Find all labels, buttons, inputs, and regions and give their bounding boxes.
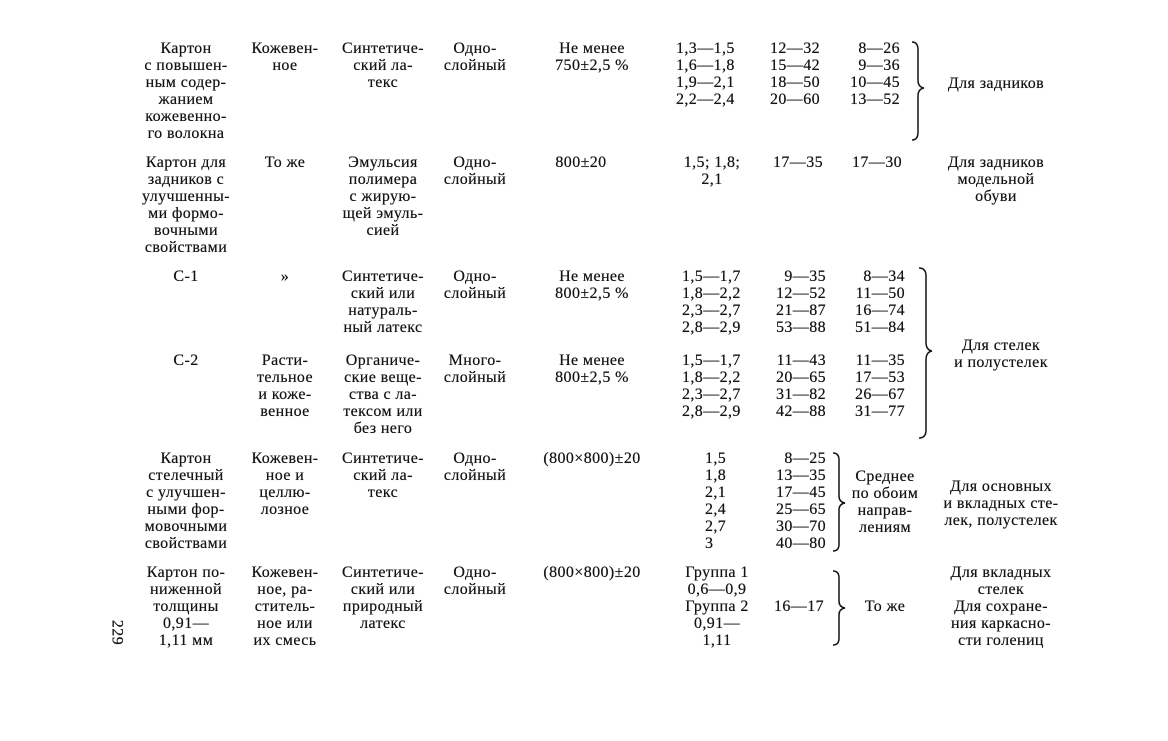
row4-range-a: 11—43 20—65 31—82 42—88 [776,352,826,420]
row5-material: Картон стелечный с улучшен- ными фор- мовочными свойствами [144,450,228,552]
row2-fiber: То же [264,154,306,171]
row6-range-b: То же [864,598,906,615]
row2-range-a: 17—35 [773,154,823,171]
row1-thickness: 1,3—1,5 1,6—1,8 1,9—2,1 2,2—2,4 [676,40,735,108]
row4-layers: Много- слойный [443,352,507,386]
row3-fiber: » [280,268,290,285]
row5-brace [833,453,845,551]
row6-thickness: Группа 1 0,6—0,9 Группа 2 0,91— 1,11 [685,564,749,649]
row5-range-b: Среднее по обоим направ- лениям [851,468,919,536]
row3-thickness: 1,5—1,7 1,8—2,2 2,3—2,7 2,8—2,9 [682,268,741,336]
row6-size: (800×800)±20 [543,564,641,581]
row4-size: Не менее 800±2,5 % [555,352,629,386]
row2-size: 800±20 [555,154,607,171]
row4-fiber: Расти- тельное и коже- венное [256,352,314,420]
row5-binder: Синтетиче- ский ла- текс [342,450,424,501]
rows3-4-purpose: Для стелек и полустелек [954,337,1048,371]
row5-range-a: 8—25 13—35 17—45 25—65 30—70 40—80 [776,450,826,552]
row4-binder: Органиче- ские веще- ства с ла- тексом или без него [343,352,423,437]
row3-size: Не менее 800±2,5 % [555,268,629,302]
row1-brace [912,42,924,140]
row2-binder: Эмульсия полимера с жирую- щей эмуль- сией [342,154,424,239]
page-number: 229 [108,619,126,646]
row6-fiber: Кожевен- ное, ра- ститель- ное или их смесь [251,564,319,649]
row4-thickness: 1,5—1,7 1,8—2,2 2,3—2,7 2,8—2,9 [682,352,741,420]
row1-binder: Синтетиче- ский ла- текс [342,40,424,91]
row3-range-b: 8—34 11—50 16—74 51—84 [855,268,905,336]
row1-size: Не менее 750±2,5 % [555,40,629,74]
row1-range-a: 12—32 15—42 18—50 20—60 [770,40,820,108]
row5-fiber: Кожевен- ное и целлю- лозное [251,450,319,518]
row5-layers: Одно- слойный [443,450,507,484]
row6-binder: Синтетиче- ский или природный латекс [342,564,424,632]
row6-purpose: Для вкладных стелек Для сохране- ния каркасно- сти голениц [950,564,1052,649]
row5-thickness: 1,5 1,8 2,1 2,4 2,7 3 [705,450,727,552]
row4-material: С-2 [173,352,199,369]
row6-layers: Одно- слойный [443,564,507,598]
row5-size: (800×800)±20 [543,450,641,467]
row6-material: Картон по- ниженной толщины 0,91— 1,11 мм [146,564,226,649]
row3-range-a: 9—35 12—52 21—87 53—88 [776,268,826,336]
row1-layers: Одно- слойный [443,40,507,74]
row3-layers: Одно- слойный [443,268,507,302]
row2-layers: Одно- слойный [443,154,507,188]
row1-material: Картон с повышен- ным содер- жанием кожевенно- го волокна [144,40,228,142]
row6-range-a: 16—17 [774,598,824,615]
row2-purpose: Для задников модельной обуви [947,154,1045,205]
row3-binder: Синтетиче- ский или натураль- ный латекс [342,268,424,336]
row5-purpose: Для основных и вкладных сте- лек, полустелек [943,478,1059,529]
row2-material: Картон для задников с улучшенны- ми формо- вочными свойствами [142,154,230,256]
row3-material: С-1 [173,268,199,285]
row2-thickness: 1,5; 1,8; 2,1 [683,154,741,188]
row1-range-b: 8—26 9—36 10—45 13—52 [850,40,900,108]
row1-fiber: Кожевен- ное [251,40,319,74]
row2-range-b: 17—30 [852,154,902,171]
row4-range-b: 11—35 17—53 26—67 31—77 [855,352,905,420]
row6-brace [833,571,845,645]
row1-purpose: Для задников [947,75,1045,92]
